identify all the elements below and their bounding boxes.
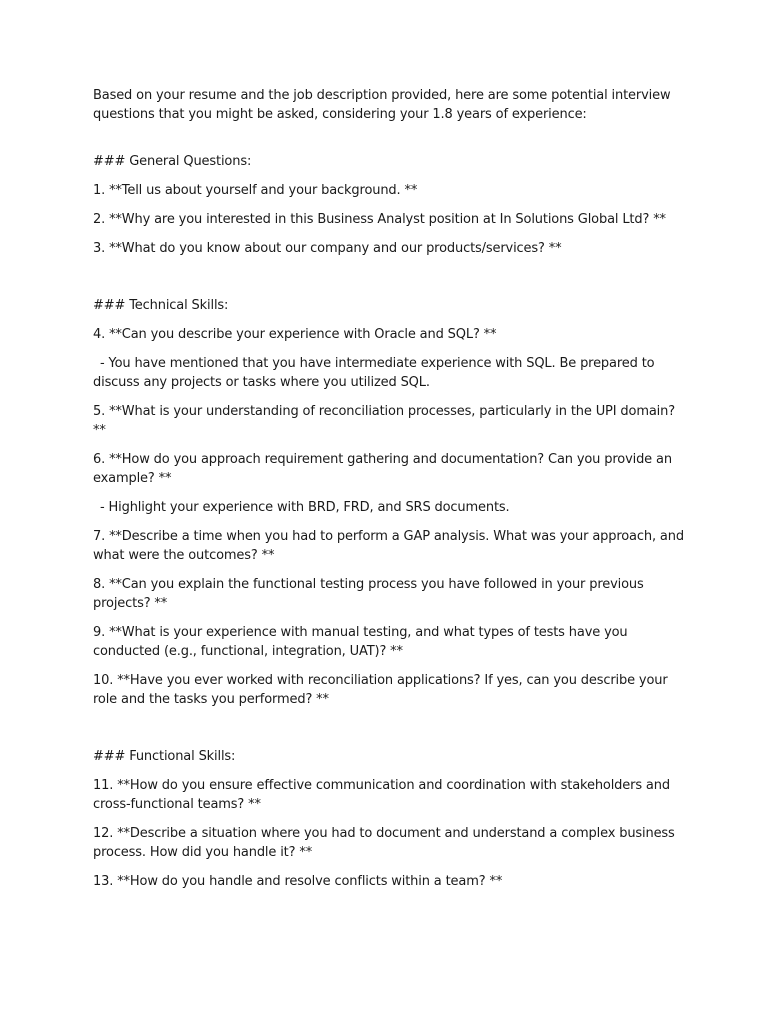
question-2: 2. **Why are you interested in this Business Analyst position at In Solutions Global Ltd? ** [93,212,666,227]
question-7: 7. **Describe a time when you had to perform a GAP analysis. What was your approach, and what were the outcomes? ** [93,529,684,563]
general-questions-section [93,152,685,258]
technical-skills-section [93,296,685,709]
question-5: 5. **What is your understanding of reconciliation processes, particularly in the UPI domain? ** [93,404,675,438]
question-3: 3. **What do you know about our company and our products/services? ** [93,241,562,256]
section-heading-general: ### General Questions: [93,154,252,169]
question-4: 4. **Can you describe your experience with Oracle and SQL? ** [93,327,497,342]
section-spacer [93,124,685,152]
question-11: 11. **How do you ensure effective communication and coordination with stakeholders and cross-functional teams? ** [93,778,670,812]
document-page [93,86,685,901]
question-1: 1. **Tell us about yourself and your background. ** [93,183,418,198]
note-sql [93,354,685,392]
note-documents [93,498,685,517]
question-8: 8. **Can you explain the functional testing process you have followed in your previous projects? ** [93,577,644,611]
section-spacer [93,268,685,296]
question-12: 12. **Describe a situation where you had to document and understand a complex business process. How did you handle it? ** [93,826,675,860]
functional-skills-section [93,747,685,891]
section-heading-functional: ### Functional Skills: [93,749,236,764]
note-documents-text: - Highlight your experience with BRD, FRD, and SRS documents. [100,500,510,515]
question-10: 10. **Have you ever worked with reconciliation applications? If yes, can you describe your role and the tasks you performed? ** [93,673,668,707]
section-spacer [93,719,685,747]
intro-paragraph: Based on your resume and the job description provided, here are some potential interview questions that you might be asked, considering your 1.8 years of experience: [93,88,671,122]
question-13: 13. **How do you handle and resolve conflicts within a team? ** [93,874,503,889]
question-9: 9. **What is your experience with manual testing, and what types of tests have you conducted (e.g., functional, integration, UAT)? ** [93,625,628,659]
question-6: 6. **How do you approach requirement gathering and documentation? Can you provide an example? ** [93,452,672,486]
section-heading-technical: ### Technical Skills: [93,298,229,313]
note-sql-text: - You have mentioned that you have intermediate experience with SQL. Be prepared to discuss any projects or tasks where you utilized SQL. [93,356,655,390]
